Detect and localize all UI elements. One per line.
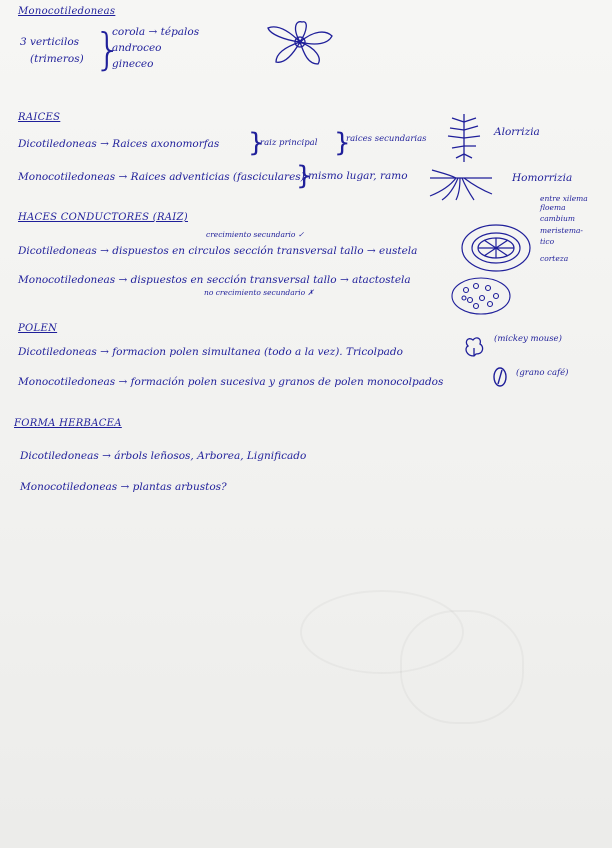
trimeros-label: (trimeros) [30,53,84,65]
polen-dico-line: Dicotiledoneas → formacion polen simultanea (todo a la vez). Tricolpado [18,346,403,358]
raices-dico-b2: raices secundarias [346,134,427,144]
verticilo-item-gineceo: gineceo [112,58,154,70]
mono-header: Monocotiledoneas [18,6,116,17]
eustela-diagram [460,222,532,274]
forma-dico-line: Dicotiledoneas → árbols leñosos, Arborea, Lignificado [20,450,307,462]
polen-dico-note: (mickey mouse) [494,334,562,344]
fibrous-root-sketch [426,166,496,202]
polen-mono-note: (grano café) [516,368,569,378]
brace: } [334,128,351,158]
brace: } [248,128,265,158]
verticilos-label: 3 verticilos [20,36,80,48]
diagram-label: tico [540,237,555,246]
raices-mono-line: Monocotiledoneas → Raices adventicias (fasciculares) [18,171,305,183]
taproot-sketch [442,112,486,164]
flower-sketch [262,18,338,66]
diagram-label: corteza [540,254,569,263]
verticilo-item-androceo: androceo [112,42,162,54]
raices-mono-b: mismo lugar, ramo [308,170,408,182]
atactostela-diagram [450,276,512,316]
polen-mono-line: Monocotiledoneas → formación polen sucesiva y granos de polen monocolpados [18,376,444,388]
forma-heading: FORMA HERBACEA [14,418,122,429]
brace: } [94,24,122,75]
raices-dico-line: Dicotiledoneas → Raices axonomorfas [18,138,220,150]
haces-note-bottom: no crecimiento secundario ✗ [204,288,314,297]
brace: } [296,161,313,191]
diagram-label: floema [540,203,566,212]
tricolpado-sketch [462,336,486,358]
diagram-label: entre xilema [540,194,588,203]
raices-dico-b1: raiz principal [260,138,318,148]
polen-heading: POLEN [18,323,58,334]
haces-mono-line: Monocotiledoneas → dispuestos en sección transversal tallo → atactostela [18,274,411,286]
diagram-label: meristema- [540,226,583,235]
diagram-label: cambium [540,214,575,223]
haces-note-top: crecimiento secundario ✓ [206,230,305,239]
homorrizia-label: Homorrizia [512,172,573,184]
forma-mono-line: Monocotiledoneas → plantas arbustos? [20,481,227,493]
verticilo-item-corola: corola → tépalos [112,26,200,38]
haces-dico-line: Dicotiledoneas → dispuestos en circulos sección transversal tallo → eustela [18,245,418,257]
ghost-impression [400,610,524,724]
alorrizia-label: Alorrizia [494,126,540,138]
haces-heading: HACES CONDUCTORES (RAIZ) [18,212,188,223]
monocolpado-sketch [490,366,510,388]
raices-heading: RAICES [18,112,61,123]
